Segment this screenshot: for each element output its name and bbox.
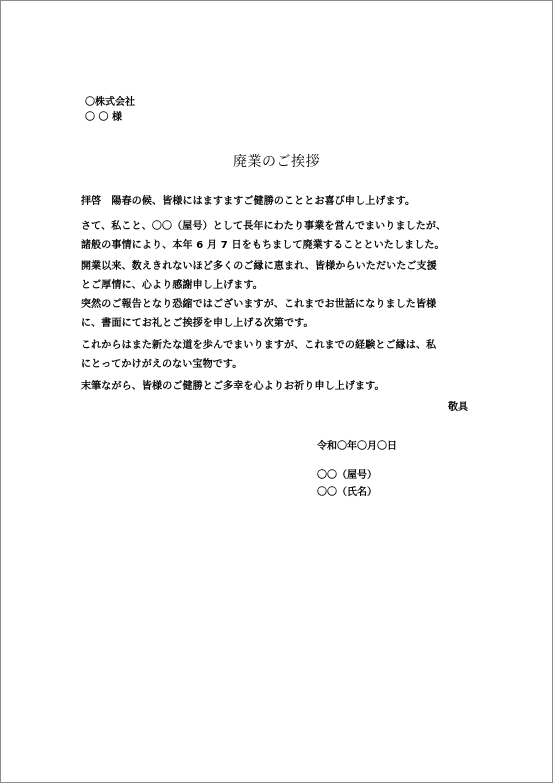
closing-keigu: 敬具: [448, 402, 468, 413]
sender-business-name: 〇〇（屋号）: [317, 470, 377, 481]
recipient-block: [85, 95, 135, 125]
recipient-name: 〇 〇 様: [85, 112, 122, 123]
sender-block: [317, 467, 377, 501]
paragraph-line: さて、私こと、〇〇（屋号）として長年にわたり事業を営んでまいりましたが、: [81, 221, 447, 232]
sender-owner-name: 〇〇（氏名）: [317, 487, 377, 498]
paragraph-line: にとってかけがえのない宝物です。: [81, 359, 243, 370]
paragraph-line: に、書面にてお礼とご挨拶を申し上げる次第です。: [81, 318, 314, 329]
paragraph-line: これからはまた新たな道を歩んでまいりますが、これまでの経験とご縁は、私: [81, 340, 437, 351]
paragraph-closing-wish: 末筆ながら、皆様のご健勝とご多幸を心よりお祈り申し上げます。: [81, 381, 385, 392]
paragraph-greeting: 拝啓 陽春の候、皆様にはますますご健勝のこととお喜び申し上げます。: [81, 196, 416, 207]
paragraph-thanks: [81, 257, 437, 295]
paragraph-line: 開業以来、数えきれないほど多くのご縁に恵まれ、皆様からいただいたご支援: [81, 261, 437, 272]
paragraph-line: 諸般の事情により、本年 6 月 7 日をもちまして廃業することといたしました。: [81, 240, 445, 251]
paragraph-future: [81, 336, 436, 374]
paragraph-line: とご厚情に、心より感謝申し上げます。: [81, 280, 263, 291]
document-title: 廃業のご挨拶: [233, 154, 320, 170]
paragraph-line: 突然のご報告となり恐縮ではございますが、これまでお世話になりました皆様: [81, 299, 437, 310]
paragraph-apology: [81, 295, 436, 333]
paragraph-announcement: [81, 217, 446, 255]
letter-date: 令和〇年〇月〇日: [317, 441, 397, 452]
recipient-company: 〇株式会社: [85, 97, 135, 108]
